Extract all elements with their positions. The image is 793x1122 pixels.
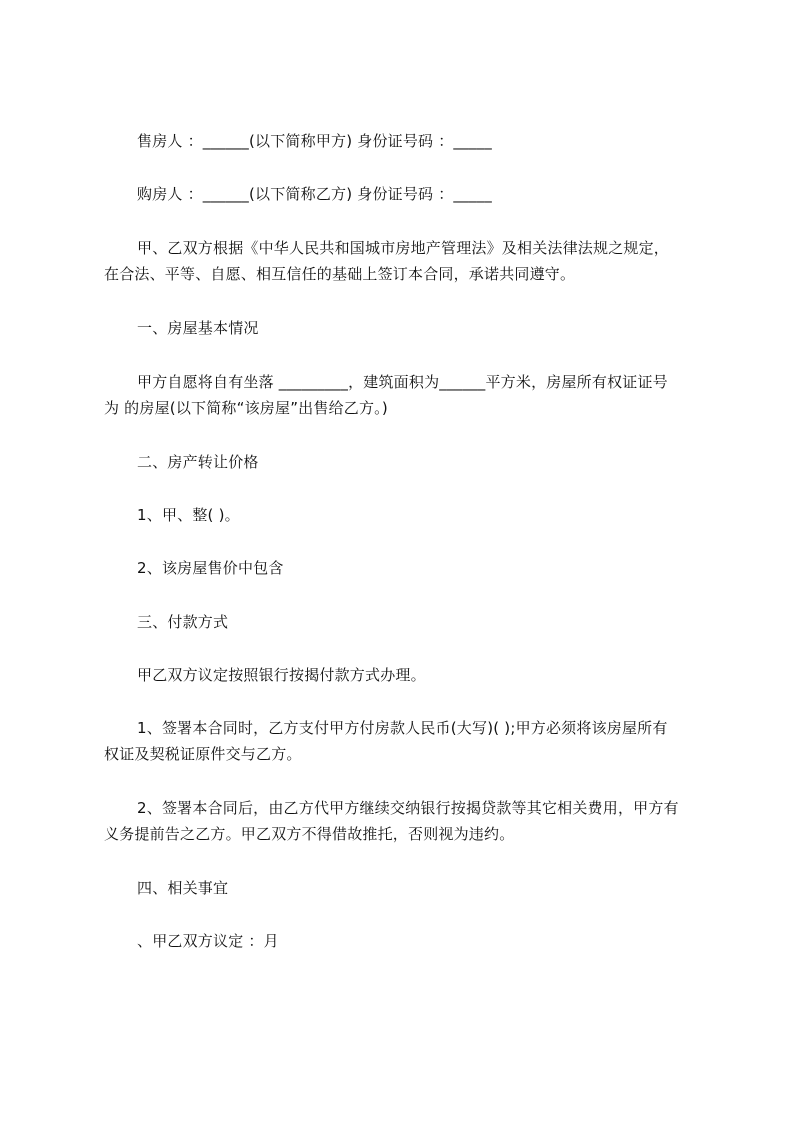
price-item-1: 1、甲、整( )。 <box>137 506 240 524</box>
buyer-line: 购房人 ：______(以下简称乙方) 身份证号码 ：_____ <box>137 185 492 203</box>
payment-item-2-line: 2、签署本合同后，由乙方代甲方继续交纳银行按揭贷款等其它相关费用，甲方有 <box>137 799 679 817</box>
payment-item-1-line: 权证及契税证原件交与乙方。 <box>104 745 302 763</box>
related-matters-item: 、甲乙双方议定 ：月 <box>137 932 279 950</box>
section-title-property-basics: 一、房屋基本情况 <box>137 319 259 337</box>
property-description-line: 甲方自愿将自有坐落 _________，建筑面积为______平方米，房屋所有权证证号 <box>137 373 668 391</box>
intro-paragraph-line: 在合法、平等、自愿、相互信任的基础上签订本合同，承诺共同遵守。 <box>104 265 576 283</box>
payment-item-1-line: 1、签署本合同时，乙方支付甲方付房款人民币(大写)( );甲方必须将该房屋所有 <box>137 719 668 737</box>
section-title-transfer-price: 二、房产转让价格 <box>137 453 259 471</box>
property-description-line: 为 的房屋(以下简称“该房屋”出售给乙方。) <box>104 399 388 417</box>
intro-paragraph-line: 甲、乙双方根据《中华人民共和国城市房地产管理法》及相关法律法规之规定， <box>137 239 670 257</box>
section-title-payment-method: 三、付款方式 <box>137 613 229 631</box>
price-item-2: 2、该房屋售价中包含 <box>137 559 284 577</box>
section-title-related-matters: 四、相关事宜 <box>137 879 229 897</box>
payment-item-2-line: 义务提前告之乙方。甲乙双方不得借故推托，否则视为违约。 <box>104 825 515 843</box>
seller-line: 售房人 ：______(以下简称甲方) 身份证号码 ：_____ <box>137 132 492 150</box>
payment-intro: 甲乙双方议定按照银行按揭付款方式办理。 <box>137 666 426 684</box>
